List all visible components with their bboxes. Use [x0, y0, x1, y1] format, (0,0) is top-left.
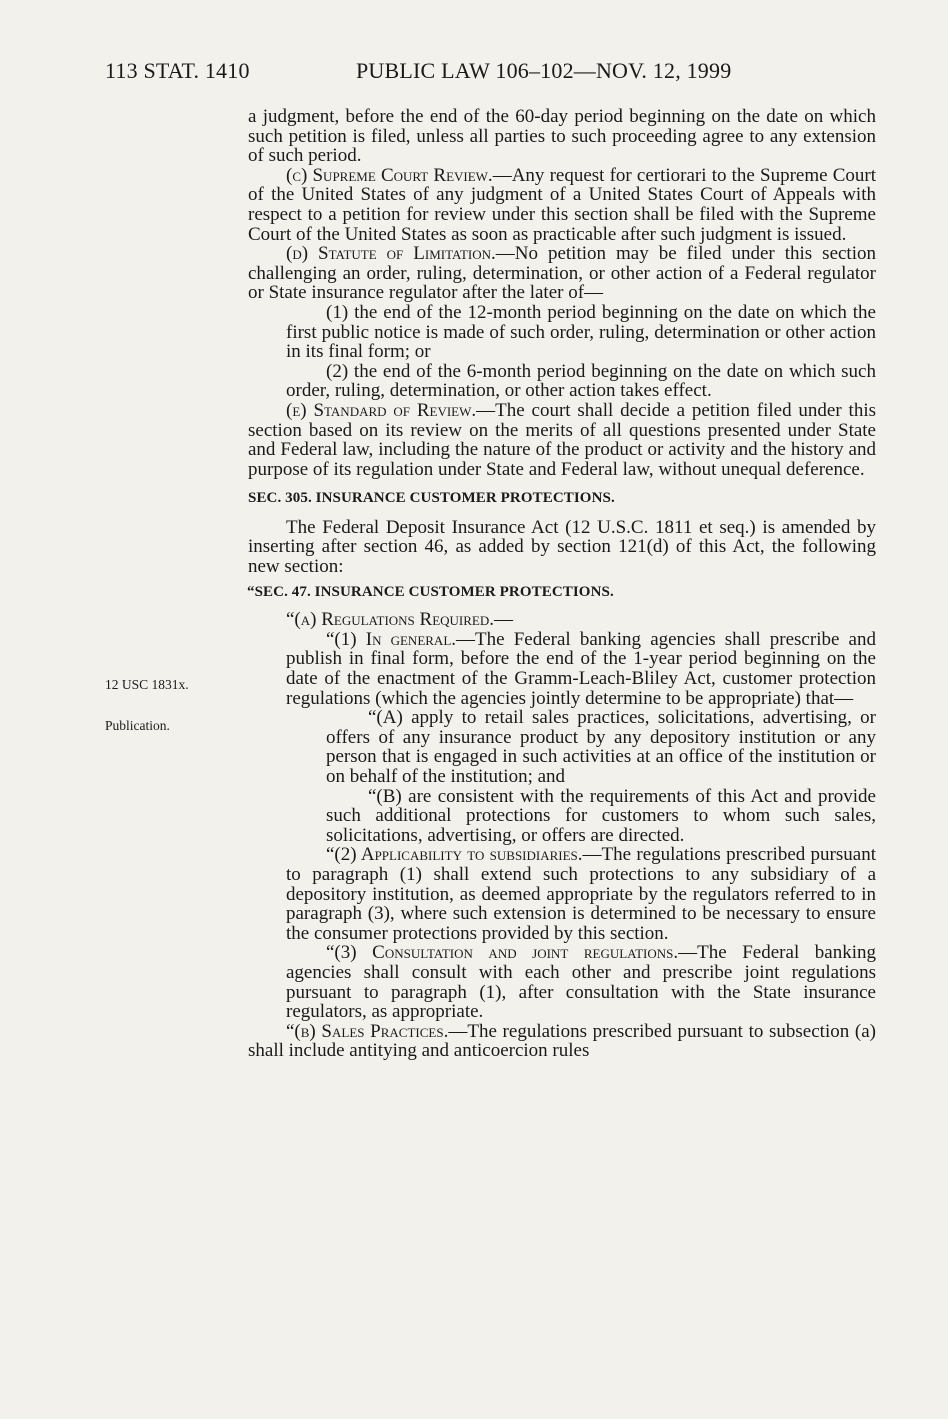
paragraph-d1: (1) the end of the 12-month period beginning on the date on which the first public notice is made of such order, ruling, determination or other action in its final form; or — [286, 301, 876, 363]
paragraph-a3 — [248, 943, 876, 1021]
paragraph-a1-text: —The Federal banking agencies shall prescribe and publish in final form, before the end of the 1-year period beginning on the date of the enactment of the Gramm-Leach-Bliley Act, customer protection regulations (which the agencies jointly determine to be appropriate) that— — [286, 628, 876, 709]
margin-note-publication: Publication. — [105, 718, 170, 733]
subsection-c — [248, 166, 876, 244]
subsection-a-heading: “(a) Regulations Required.— — [286, 609, 513, 631]
page-running-head: PUBLIC LAW 106–102—NOV. 12, 1999 — [356, 58, 732, 83]
paragraph-a1-heading: “(1) In general. — [326, 628, 457, 650]
section-47-heading: “SEC. 47. INSURANCE CUSTOMER PROTECTIONS. — [247, 583, 614, 600]
subsection-d — [248, 244, 876, 303]
paragraph-a3-text: —The Federal banking agencies shall consult with each other and prescribe joint regulations pursuant to paragraph (1), after consultation with the State insurance regulators, as appropriate. — [286, 942, 876, 1023]
subsection-e — [248, 401, 876, 479]
page-statute-citation: 113 STAT. 1410 — [105, 58, 250, 83]
paragraph-d2: (2) the end of the 6-month period beginning on the date on which such order, ruling, determination, or other action takes effect. — [286, 360, 876, 402]
subsection-b-heading: “(b) Sales Practices. — [286, 1020, 449, 1042]
paragraph-a2-heading: “(2) Applicability to subsidiaries. — [326, 844, 583, 866]
margin-note-usc: 12 USC 1831x. — [105, 677, 189, 692]
section-305-heading: SEC. 305. INSURANCE CUSTOMER PROTECTIONS. — [248, 490, 615, 507]
subsection-d-text: —No petition may be filed under this section challenging an order, ruling, determination, or other action of a Federal regulator or State insurance regulator after the later of— — [248, 243, 876, 304]
subsection-c-text: —Any request for certiorari to the Supreme Court of the United States of any judgment of a United States Court of Appeals with respect to a petition for review under this section shall be filed with the Supreme Court of the United States as soon as practicable after such judgment is issued. — [248, 164, 876, 245]
body-text — [248, 107, 876, 1061]
subsection-e-text: —The court shall decide a petition filed under this section based on its review on the merits of all questions presented under State and Federal law, including the nature of the product or activity and the history and purpose of its regulation under State and Federal law, without unequal deference. — [248, 399, 876, 480]
paragraph-continuation: a judgment, before the end of the 60-day period beginning on the date on which such petition is filed, unless all parties to such proceeding agree to any extension of such period. — [248, 106, 876, 167]
subparagraph-a-A: “(A) apply to retail sales practices, solicitations, advertising, or offers of any insurance product by any depository institution or any person that is engaged in such activities at an office of the institution or on behalf of the institution; and — [326, 707, 876, 787]
subsection-c-heading: (c) Supreme Court Review. — [286, 164, 493, 186]
section-305-text: The Federal Deposit Insurance Act (12 U.S.C. 1811 et seq.) is amended by inserting after section 46, as added by section 121(d) of this Act, the following new section: — [248, 516, 876, 578]
paragraph-a2 — [248, 845, 876, 943]
subsection-b-text: —The regulations prescribed pursuant to subsection (a) shall include antitying and anticoercion rules — [248, 1020, 876, 1062]
paragraph-a1 — [248, 630, 876, 708]
subsection-e-heading: (e) Standard of Review. — [286, 399, 477, 421]
subsection-d-heading: (d) Statute of Limitation. — [286, 243, 496, 265]
paragraph-a2-text: —The regulations prescribed pursuant to paragraph (1) shall extend such protections to any subsidiary of a depository institution, as deemed appropriate by the regulators referred to in paragraph (3), where such extension is determined to be necessary to ensure the consumer protections provided by this section. — [286, 844, 876, 944]
subparagraph-a-B: “(B) are consistent with the requirements of this Act and provide such additional protections for customers to whom such sales, solicitations, advertising, or offers are directed. — [326, 785, 876, 846]
subsection-b — [248, 1022, 876, 1061]
paragraph-a3-heading: “(3) Consultation and joint regulations. — [326, 942, 679, 964]
